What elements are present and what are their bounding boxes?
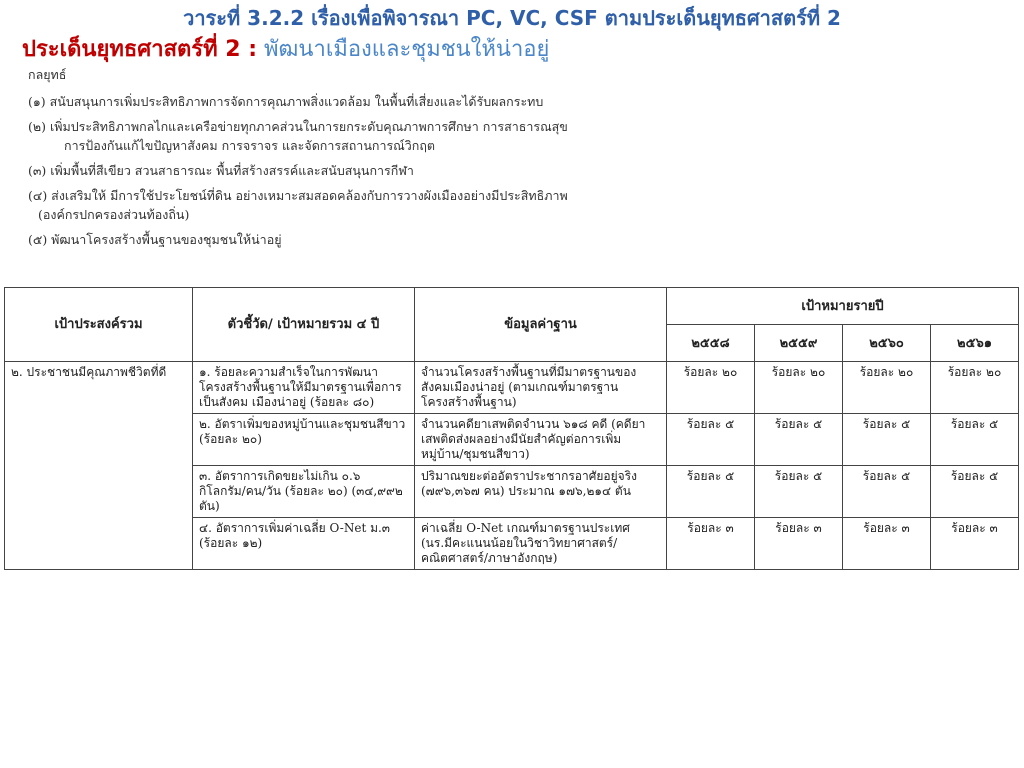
baseline-cell: ปริมาณขยะต่ออัตราประชากรอาศัยอยู่จริง (๗๙๖,๓๖๗ คน) ประมาณ ๑๗๖,๒๑๔ ตัน xyxy=(415,466,667,518)
target-cell: ร้อยละ ๒๐ xyxy=(843,362,931,414)
strategy-item-4: (๔) ส่งเสริมให้ มีการใช้ประโยชน์ที่ดิน อย่างเหมาะสมสอดคล้องกับการวางผังเมืองอย่างมีประสิทธิภาพ (องค์กรปกครองส่วนท้องถิ่น) xyxy=(28,188,568,222)
target-cell: ร้อยละ ๕ xyxy=(843,466,931,518)
indicator-cell: ๔. อัตราการเพิ่มค่าเฉลี่ย O-Net ม.๓ (ร้อยละ ๑๒) xyxy=(193,518,415,570)
indicator-cell: ๒. อัตราเพิ่มของหมู่บ้านและชุมชนสีขาว (ร้อยละ ๒๐) xyxy=(193,414,415,466)
kpi-table xyxy=(4,287,1019,570)
table-header-row xyxy=(5,288,1019,325)
strategies-heading: กลยุทธ์ xyxy=(28,67,67,82)
strategy-issue-name: พัฒนาเมืองและชุมชนให้น่าอยู่ xyxy=(264,37,550,62)
target-cell: ร้อยละ ๕ xyxy=(931,414,1019,466)
target-cell: ร้อยละ ๒๐ xyxy=(931,362,1019,414)
header-year: ๒๕๖๐ xyxy=(843,325,931,362)
strategies-list xyxy=(28,66,748,255)
target-cell: ร้อยละ ๕ xyxy=(667,466,755,518)
target-cell: ร้อยละ ๕ xyxy=(931,466,1019,518)
target-cell: ร้อยละ ๓ xyxy=(931,518,1019,570)
baseline-cell: จำนวนคดียาเสพติดจำนวน ๖๑๘ คดี (คดียาเสพติดส่งผลอย่างมีนัยสำคัญต่อการเพิ่มหมู่บ้าน/ชุมชนสีขาว) xyxy=(415,414,667,466)
goal-cell: ๒. ประชาชนมีคุณภาพชีวิตที่ดี xyxy=(5,362,193,570)
strategy-issue-heading xyxy=(22,36,549,64)
target-cell: ร้อยละ ๓ xyxy=(843,518,931,570)
target-cell: ร้อยละ ๒๐ xyxy=(755,362,843,414)
target-cell: ร้อยละ ๕ xyxy=(755,466,843,518)
indicator-cell: ๓. อัตราการเกิดขยะไม่เกิน ๐.๖ กิโลกรัม/คน/วัน (ร้อยละ ๒๐) (๓๔,๙๙๒ ตัน) xyxy=(193,466,415,518)
header-year: ๒๕๕๘ xyxy=(667,325,755,362)
indicator-cell: ๑. ร้อยละความสำเร็จในการพัฒนาโครงสร้างพื้นฐานให้มีมาตรฐานเพื่อการเป็นสังคม เมืองน่าอยู่ (ร้อยละ ๘๐) xyxy=(193,362,415,414)
baseline-cell: ค่าเฉลี่ย O-Net เกณฑ์มาตรฐานประเทศ (นร.มีคะแนนน้อยในวิชาวิทยาศาสตร์/คณิตศาสตร์/ภาษาอังกฤษ) xyxy=(415,518,667,570)
header-year: ๒๕๖๑ xyxy=(931,325,1019,362)
slide-title: วาระที่ 3.2.2 เรื่องเพื่อพิจารณา PC, VC, CSF ตามประเด็นยุทธศาสตร์ที่ 2 xyxy=(183,6,841,30)
target-cell: ร้อยละ ๓ xyxy=(667,518,755,570)
strategy-item-1: (๑) สนับสนุนการเพิ่มประสิทธิภาพการจัดการคุณภาพสิ่งแวดล้อม ในพื้นที่เสี่ยงและได้รับผลกระทบ xyxy=(28,94,544,109)
target-cell: ร้อยละ ๓ xyxy=(755,518,843,570)
header-annual-targets: เป้าหมายรายปี xyxy=(667,288,1019,325)
table-row xyxy=(5,362,1019,414)
baseline-cell: จำนวนโครงสร้างพื้นฐานที่มีมาตรฐานของสังคมเมืองน่าอยู่ (ตามเกณฑ์มาตรฐานโครงสร้างพื้นฐาน) xyxy=(415,362,667,414)
header-year: ๒๕๕๙ xyxy=(755,325,843,362)
strategy-item-5: (๕) พัฒนาโครงสร้างพื้นฐานของชุมชนให้น่าอยู่ xyxy=(28,232,282,247)
strategy-item-2: (๒) เพิ่มประสิทธิภาพกลไกและเครือข่ายทุกภาคส่วนในการยกระดับคุณภาพการศึกษา การสาธารณสุข การป้องกันแก้ไขปัญหาสังคม การจราจร และจัดการสถานการณ์วิกฤต xyxy=(28,119,568,153)
target-cell: ร้อยละ ๕ xyxy=(755,414,843,466)
header-baseline: ข้อมูลค่าฐาน xyxy=(415,288,667,362)
strategy-issue-label: ประเด็นยุทธศาสตร์ที่ 2 : xyxy=(22,37,258,62)
header-goal: เป้าประสงค์รวม xyxy=(5,288,193,362)
strategy-item-3: (๓) เพิ่มพื้นที่สีเขียว สวนสาธารณะ พื้นที่สร้างสรรค์และสนับสนุนการกีฬา xyxy=(28,163,414,178)
header-indicator: ตัวชี้วัด/ เป้าหมายรวม ๔ ปี xyxy=(193,288,415,362)
target-cell: ร้อยละ ๕ xyxy=(667,414,755,466)
target-cell: ร้อยละ ๒๐ xyxy=(667,362,755,414)
target-cell: ร้อยละ ๕ xyxy=(843,414,931,466)
